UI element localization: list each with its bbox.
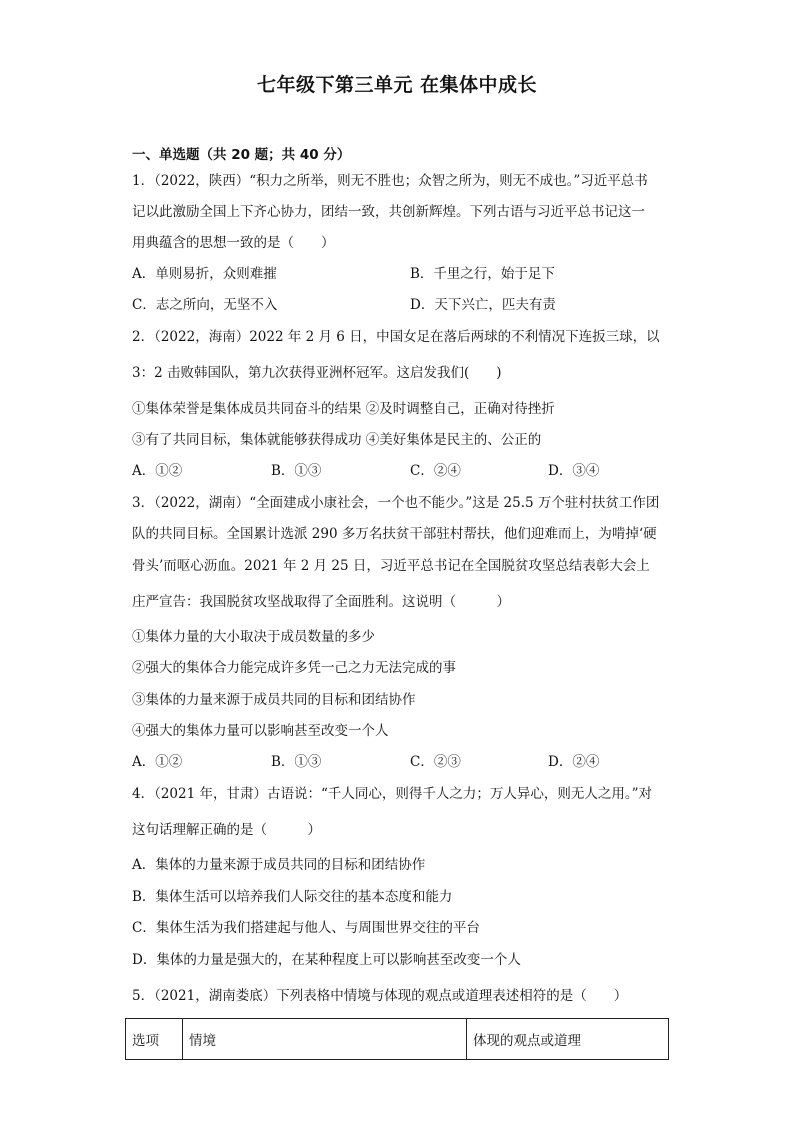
question-3-option-d: D．②④ bbox=[548, 754, 600, 770]
question-4-text: 4．（2021 年，甘肃）古语说：“千人同心，则得千人之力；万人异心，则无人之用。”对 bbox=[132, 786, 653, 802]
question-5-text: 5．（2021，湖南娄底）下列表格中情境与体现的观点或道理表述相符的是（ ） bbox=[132, 988, 628, 1004]
question-1-option-c: C．志之所向，无坚不入 bbox=[132, 297, 278, 313]
question-3-text: 队的共同目标。全国累计选派 290 多万名扶贫干部驻村帮扶，他们迎难而上，为啃掉‘硬 bbox=[132, 526, 657, 542]
question-3-statement: ②强大的集体合力能完成许多凭一己之力无法完成的事 bbox=[132, 660, 456, 676]
question-1-option-a: A．单则易折，众则难摧 bbox=[132, 266, 277, 282]
question-2-option-d: D．③④ bbox=[548, 463, 600, 479]
question-4-option-a: A．集体的力量来源于成员共同的目标和团结协作 bbox=[132, 857, 426, 873]
question-3-option-c: C．②③ bbox=[410, 754, 461, 770]
question-4-option-b: B．集体生活可以培养我们人际交往的基本态度和能力 bbox=[132, 889, 453, 905]
question-5-table bbox=[125, 1018, 669, 1060]
question-3-option-b: B．①③ bbox=[271, 754, 322, 770]
question-2-statement: ①集体荣誉是集体成员共同奋斗的结果 ②及时调整自己，正确对待挫折 bbox=[132, 401, 555, 417]
question-1-option-b: B．千里之行，始于足下 bbox=[410, 266, 555, 282]
question-3-statement: ④强大的集体力量可以影响甚至改变一个人 bbox=[132, 723, 389, 739]
question-2-option-b: B．①③ bbox=[271, 463, 322, 479]
question-1-text: 用典蕴含的思想一致的是（ ） bbox=[132, 235, 335, 251]
question-3-text: 庄严宣告：我国脱贫攻坚战取得了全面胜利。这说明（ ） bbox=[132, 594, 510, 610]
question-2-option-a: A．①② bbox=[132, 463, 183, 479]
question-1-text: 1．（2022，陕西）“积力之所举，则无不胜也；众智之所为，则无不成也。”习近平总书 bbox=[132, 173, 648, 189]
question-1-option-d: D．天下兴亡，匹夫有责 bbox=[410, 297, 556, 313]
question-1-text: 记以此激励全国上下齐心协力，团结一致，共创新辉煌。下列古语与习近平总书记这一 bbox=[132, 204, 645, 220]
question-2-text: 3：2 击败韩国队，第九次获得亚洲杯冠军。这启发我们( ) bbox=[132, 365, 502, 381]
page-title: 七年级下第三单元 在集体中成长 bbox=[256, 74, 538, 96]
table-header-cell: 情境 bbox=[183, 1019, 467, 1060]
question-3-statement: ①集体力量的大小取决于成员数量的多少 bbox=[132, 629, 375, 645]
question-4-text: 这句话理解正确的是（ ） bbox=[132, 822, 321, 838]
question-3-statement: ③集体的力量来源于成员共同的目标和团结协作 bbox=[132, 692, 416, 708]
table-header-cell: 选项 bbox=[126, 1019, 183, 1060]
section-heading: 一、单选题（共 20 题；共 40 分） bbox=[132, 147, 351, 163]
table-header-row bbox=[126, 1019, 669, 1060]
question-2-statement: ③有了共同目标，集体就能够获得成功 ④美好集体是民主的、公正的 bbox=[132, 432, 542, 448]
question-4-option-d: D．集体的力量是强大的，在某种程度上可以影响甚至改变一个人 bbox=[132, 952, 521, 968]
question-3-text: 骨头’而呕心沥血。2021 年 2 月 25 日，习近平总书记在全国脱贫攻坚总结表彰大会上 bbox=[132, 558, 650, 574]
table-header-cell: 体现的观点或道理 bbox=[467, 1019, 669, 1060]
question-3-option-a: A．①② bbox=[132, 754, 183, 770]
question-4-option-c: C．集体生活为我们搭建起与他人、与周围世界交往的平台 bbox=[132, 920, 480, 936]
question-2-option-c: C．②④ bbox=[410, 463, 461, 479]
question-3-text: 3．（2022，湖南）“全面建成小康社会，一个也不能少。”这是 25.5 万个驻村扶贫工作团 bbox=[132, 495, 660, 511]
question-2-text: 2．（2022，海南）2022 年 2 月 6 日，中国女足在落后两球的不利情况下连扳三球，以 bbox=[132, 329, 660, 345]
